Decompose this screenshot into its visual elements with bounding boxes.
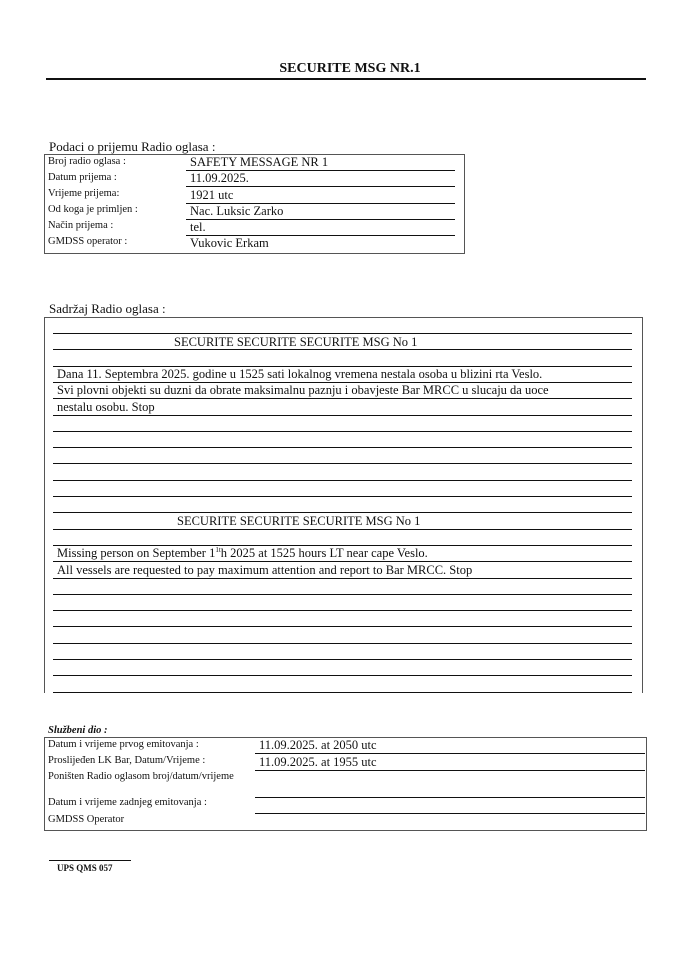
field-line	[255, 770, 645, 771]
reception-value: SAFETY MESSAGE NR 1	[190, 155, 329, 169]
local-message-line: Dana 11. Septembra 2025. godine u 1525 sati lokalnog vremena nestala osoba u blizini rta Veslo.	[57, 367, 543, 381]
ruled-line	[53, 659, 632, 660]
reception-label: Način prijema :	[48, 220, 114, 231]
reception-label: Datum prijema :	[48, 172, 117, 183]
ruled-line	[53, 463, 632, 464]
ruled-line	[186, 203, 455, 204]
ruled-line	[53, 496, 632, 497]
superscript: 1t	[215, 546, 221, 554]
reception-label: Vrijeme prijema:	[48, 188, 120, 199]
field-line	[255, 813, 645, 814]
official-label: Proslijeđen LK Bar, Datum/Vrijeme :	[48, 755, 206, 766]
ruled-line	[186, 235, 455, 236]
reception-value: 11.09.2025.	[190, 171, 249, 185]
official-label: Datum i vrijeme zadnjeg emitovanja :	[48, 797, 207, 808]
ruled-line	[53, 594, 632, 595]
ruled-line	[53, 675, 632, 676]
ruled-line	[186, 219, 455, 220]
text: h 2025 at 1525 hours LT near cape Veslo.	[220, 546, 428, 561]
ruled-line	[53, 447, 632, 448]
ruled-line	[53, 512, 632, 513]
english-message-line	[57, 546, 428, 561]
reception-value: 1921 utc	[190, 188, 234, 202]
reception-value: Vukovic Erkam	[190, 236, 269, 250]
reception-label: Broj radio oglasa :	[48, 156, 126, 167]
footer-rule	[49, 860, 131, 861]
reception-value: Nac. Luksic Zarko	[190, 204, 284, 218]
local-message-line: Svi plovni objekti su duzni da obrate maksimalnu paznju i obavjeste Bar MRCC u slucaju da uoce	[57, 383, 549, 397]
ruled-line	[53, 610, 632, 611]
ruled-line	[186, 186, 455, 187]
ruled-line	[53, 529, 632, 530]
ruled-line	[53, 626, 632, 627]
local-message-line: nestalu osobu. Stop	[57, 400, 155, 414]
reception-value: tel.	[190, 220, 206, 234]
content-heading: Sadržaj Radio oglasa :	[49, 301, 166, 316]
local-message-title: SECURITE SECURITE SECURITE MSG No 1	[174, 335, 418, 349]
document-title: SECURITE MSG NR.1	[279, 61, 421, 76]
form-code: UPS QMS 057	[57, 863, 113, 873]
ruled-line	[53, 431, 632, 432]
ruled-line	[53, 480, 632, 481]
ruled-line	[53, 333, 632, 334]
official-heading: Službeni dio :	[48, 725, 108, 736]
ruled-line	[53, 578, 632, 579]
text: Missing person on September 1	[57, 546, 216, 561]
official-value: 11.09.2025. at 2050 utc	[259, 738, 377, 752]
official-label: GMDSS Operator	[48, 814, 125, 825]
official-label: Poništen Radio oglasom broj/datum/vrijeme	[48, 771, 234, 782]
ruled-line	[53, 398, 632, 399]
field-line	[255, 753, 645, 754]
reception-heading: Podaci o prijemu Radio oglasa :	[49, 139, 216, 154]
ruled-line	[53, 643, 632, 644]
english-message-title: SECURITE SECURITE SECURITE MSG No 1	[177, 514, 421, 528]
ruled-line	[186, 170, 455, 171]
official-label: Datum i vrijeme prvog emitovanja :	[48, 739, 199, 750]
reception-label: GMDSS operator :	[48, 236, 128, 247]
english-message-line: All vessels are requested to pay maximum attention and report to Bar MRCC. Stop	[57, 563, 473, 577]
title-rule	[46, 78, 646, 80]
official-value: 11.09.2025. at 1955 utc	[259, 755, 377, 769]
reception-label: Od koga je primljen :	[48, 204, 138, 215]
ruled-line	[53, 415, 632, 416]
ruled-line	[53, 692, 632, 693]
field-line	[255, 797, 645, 798]
